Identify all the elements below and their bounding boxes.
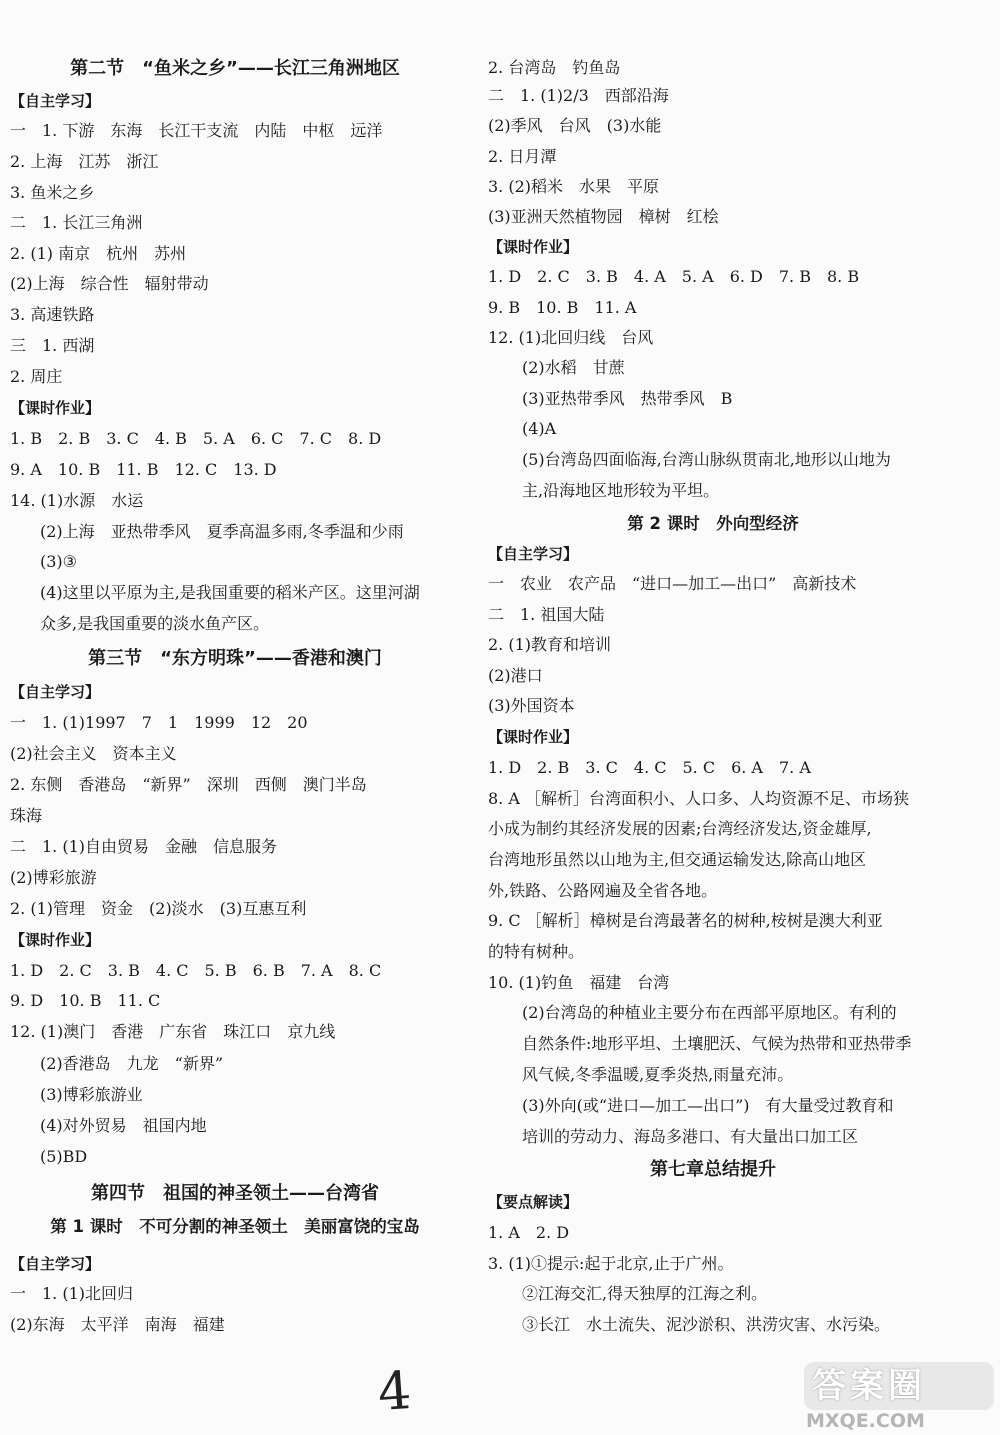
left-indent-18: (4)这里以平原为主,是我国重要的稻米产区。这里河湖 xyxy=(40,583,420,602)
right-bracket-38: 【要点解读】 xyxy=(488,1193,579,1211)
right-line-29: 9. C ［解析］樟树是台湾最著名的树种,桉树是澳大利亚 xyxy=(488,911,883,930)
left-line-25: 珠海 xyxy=(10,806,43,825)
right-indent-34: 风气候,冬季温暖,夏季炎热,雨量充沛。 xyxy=(522,1065,794,1084)
right-indent-35: (3)外向(或“进口—加工—出口”) 有大量受过教育和 xyxy=(522,1096,894,1115)
right-line-21: (2)港口 xyxy=(488,666,543,685)
watermark-url: MXQE.COM xyxy=(806,1410,925,1432)
right-line-5: 3. (2)稻米 水果 平原 xyxy=(488,177,660,196)
left-bracket-39: 【自主学习】 xyxy=(10,1255,101,1273)
right-indent-32: (2)台湾岛的种植业主要分布在西部平原地区。有利的 xyxy=(522,1003,897,1022)
right-indent-42: ③长江 水土流失、泥沙淤积、洪涝灾害、水污染。 xyxy=(522,1315,891,1334)
right-indent-12: (3)亚热带季风 热带季风 B xyxy=(522,389,733,408)
left-bracket-29: 【课时作业】 xyxy=(10,931,101,949)
left-indent-34: (3)博彩旅游业 xyxy=(40,1085,143,1104)
right-line-2: 二 1. (1)2/3 西部沿海 xyxy=(488,86,669,105)
right-bracket-23: 【课时作业】 xyxy=(488,728,579,746)
left-heading-37: 第四节 祖国的神圣领土——台湾省 xyxy=(91,1183,379,1204)
right-line-30: 的特有树种。 xyxy=(488,942,585,961)
right-line-31: 10. (1)钓鱼 福建 台湾 xyxy=(488,973,670,992)
left-line-41: (2)东海 太平洋 南海 福建 xyxy=(10,1315,225,1334)
right-line-22: (3)外国资本 xyxy=(488,696,575,715)
left-heading-20: 第三节 “东方明珠”——香港和澳门 xyxy=(88,648,382,669)
left-indent-33: (2)香港岛 九龙 “新界” xyxy=(40,1054,224,1073)
right-line-27: 台湾地形虽然以山地为主,但交通运输发达,除高山地区 xyxy=(488,850,867,869)
watermark-logo xyxy=(798,1358,998,1434)
left-line-31: 9. D 10. B 11. C xyxy=(10,991,161,1010)
left-line-10: 三 1. 西湖 xyxy=(10,336,95,355)
left-line-5: 3. 鱼米之乡 xyxy=(10,183,95,202)
left-line-8: (2)上海 综合性 辐射带动 xyxy=(10,274,209,293)
right-heading-37: 第七章总结提升 xyxy=(650,1159,776,1180)
right-indent-11: (2)水稻 甘蔗 xyxy=(522,358,625,377)
right-line-28: 外,铁路、公路网遍及全省各地。 xyxy=(488,881,718,900)
left-line-6: 二 1. 长江三角洲 xyxy=(10,213,143,232)
left-indent-35: (4)对外贸易 祖国内地 xyxy=(40,1116,207,1135)
left-indent-17: (3)③ xyxy=(40,552,78,571)
right-line-24: 1. D 2. B 3. C 4. C 5. C 6. A 7. A xyxy=(488,758,811,777)
right-indent-36: 培训的劳动力、海岛多港口、有大量出口加工区 xyxy=(522,1127,859,1146)
right-subheading-16: 第 2 课时 外向型经济 xyxy=(627,514,799,533)
right-indent-15: 主,沿海地区地形较为平坦。 xyxy=(522,481,720,500)
left-line-7: 2. (1) 南京 杭州 苏州 xyxy=(10,244,187,263)
left-line-3: 一 1. 下游 东海 长江干支流 内陆 中枢 远洋 xyxy=(10,121,383,140)
right-indent-13: (4)A xyxy=(522,419,557,438)
left-line-24: 2. 东侧 香港岛 “新界” 深圳 西侧 澳门半岛 xyxy=(10,775,367,794)
left-line-40: 一 1. (1)北回归 xyxy=(10,1284,134,1303)
left-line-26: 二 1. (1)自由贸易 金融 信息服务 xyxy=(10,837,278,856)
right-line-1: 2. 台湾岛 钓鱼岛 xyxy=(488,58,621,77)
left-line-13: 1. B 2. B 3. C 4. B 5. A 6. C 7. C 8. D xyxy=(10,429,382,448)
right-line-6: (3)亚洲天然植物园 樟树 红桧 xyxy=(488,207,719,226)
right-indent-33: 自然条件:地形平坦、土壤肥沃、气候为热带和亚热带季 xyxy=(522,1034,912,1053)
right-line-18: 一 农业 农产品 “进口—加工—出口” 高新技术 xyxy=(488,574,857,593)
right-line-25: 8. A ［解析］台湾面积小、人口多、人均资源不足、市场狭 xyxy=(488,789,909,808)
left-line-22: 一 1. (1)1997 7 1 1999 12 20 xyxy=(10,713,308,732)
right-line-3: (2)季风 台风 (3)水能 xyxy=(488,116,662,135)
left-line-28: 2. (1)管理 资金 (2)淡水 (3)互惠互利 xyxy=(10,899,307,918)
right-bracket-17: 【自主学习】 xyxy=(488,545,579,563)
left-line-4: 2. 上海 江苏 浙江 xyxy=(10,152,159,171)
page-number: 4 xyxy=(375,1360,414,1424)
left-heading-1: 第二节 “鱼米之乡”——长江三角洲地区 xyxy=(70,58,400,79)
left-line-23: (2)社会主义 资本主义 xyxy=(10,744,177,763)
left-line-32: 12. (1)澳门 香港 广东省 珠江口 京九线 xyxy=(10,1022,336,1041)
right-line-19: 二 1. 祖国大陆 xyxy=(488,605,605,624)
left-bracket-12: 【课时作业】 xyxy=(10,399,101,417)
right-line-10: 12. (1)北回归线 台风 xyxy=(488,328,654,347)
left-bracket-2: 【自主学习】 xyxy=(10,92,101,110)
left-line-30: 1. D 2. C 3. B 4. C 5. B 6. B 7. A 8. C xyxy=(10,961,382,980)
left-subheading-38: 第 1 课时 不可分割的神圣领土 美丽富饶的宝岛 xyxy=(50,1217,420,1236)
right-indent-14: (5)台湾岛四面临海,台湾山脉纵贯南北,地形以山地为 xyxy=(522,450,891,469)
right-line-39: 1. A 2. D xyxy=(488,1223,570,1242)
left-line-14: 9. A 10. B 11. B 12. C 13. D xyxy=(10,460,277,479)
right-line-26: 小成为制约其经济发展的因素;台湾经济发达,资金雄厚, xyxy=(488,819,872,838)
right-line-40: 3. (1)①提示:起于北京,止于广州。 xyxy=(488,1254,734,1273)
right-indent-41: ②江海交汇,得天独厚的江海之利。 xyxy=(522,1284,768,1303)
right-line-9: 9. B 10. B 11. A xyxy=(488,298,637,317)
right-line-8: 1. D 2. C 3. B 4. A 5. A 6. D 7. B 8. B xyxy=(488,267,860,286)
left-line-27: (2)博彩旅游 xyxy=(10,868,97,887)
watermark-logo-text: 答案圈 xyxy=(812,1366,926,1406)
left-line-15: 14. (1)水源 水运 xyxy=(10,491,144,510)
left-indent-16: (2)上海 亚热带季风 夏季高温多雨,冬季温和少雨 xyxy=(40,522,404,541)
right-line-4: 2. 日月潭 xyxy=(488,147,557,166)
left-line-9: 3. 高速铁路 xyxy=(10,305,95,324)
left-bracket-21: 【自主学习】 xyxy=(10,683,101,701)
left-indent-19: 众多,是我国重要的淡水鱼产区。 xyxy=(40,614,270,633)
left-indent-36: (5)BD xyxy=(40,1147,88,1166)
left-line-11: 2. 周庄 xyxy=(10,367,63,386)
right-bracket-7: 【课时作业】 xyxy=(488,238,579,256)
right-line-20: 2. (1)教育和培训 xyxy=(488,635,612,654)
